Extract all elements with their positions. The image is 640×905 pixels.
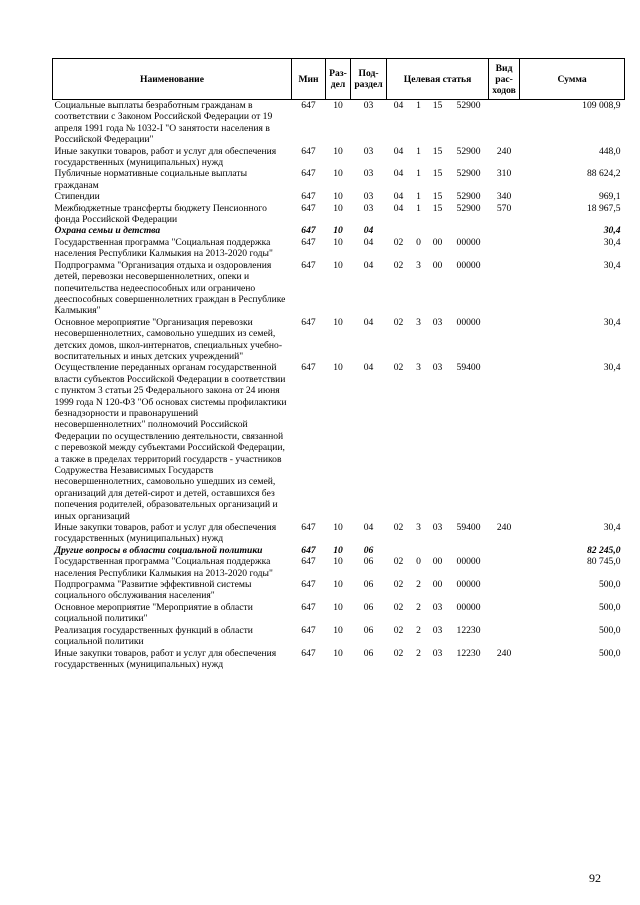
cell-target-direction: 00000 (456, 316, 481, 328)
table-row (53, 260, 625, 317)
cell-sum: 500,0 (598, 601, 621, 613)
header-name: Наименование (53, 59, 292, 100)
cell-min: 647 (301, 191, 316, 203)
cell-name: Социальные выплаты безработным гражданам в соответствии с Законом Российской Федерации от 19 апреля 1991 года № 1032-I "О занятости населения в Российской Федерации" (54, 100, 273, 146)
cell-razdel: 10 (333, 191, 343, 203)
cell-vid: 310 (496, 168, 512, 180)
cell-min: 647 (301, 145, 316, 157)
cell-target-event: 15 (432, 145, 443, 157)
table-row (53, 625, 625, 648)
table-row (53, 237, 625, 260)
cell-target-event: 15 (432, 202, 443, 214)
budget-table (52, 58, 625, 670)
cell-target-subprogram: 1 (416, 202, 421, 214)
cell-name: Основное мероприятие "Организация перевозки несовершеннолетних, самовольно ушедших из семей, детских домов, школ-интернатов, специальных учебно-воспитательных и иных детских учреждений" (54, 316, 283, 362)
table-row (53, 556, 625, 579)
cell-razdel: 10 (333, 624, 343, 636)
header-sum: Сумма (520, 59, 625, 100)
cell-target-direction: 59400 (456, 522, 481, 534)
cell-podrazdel: 03 (363, 145, 374, 157)
cell-target-direction: 52900 (456, 145, 481, 157)
cell-sum: 30,4 (603, 225, 621, 237)
header-target: Целевая статья (387, 59, 489, 100)
cell-target-direction: 52900 (456, 168, 481, 180)
cell-target-program: 02 (393, 647, 404, 659)
cell-target-program (387, 545, 411, 556)
cell-target-event: 03 (432, 316, 443, 328)
cell-razdel: 10 (333, 647, 343, 659)
cell-target-event: 15 (432, 100, 443, 111)
cell-target-subprogram: 2 (416, 647, 421, 659)
cell-target-program: 02 (393, 601, 404, 613)
cell-target-program: 02 (393, 556, 404, 568)
cell-target-subprogram: 2 (416, 579, 421, 591)
cell-target-subprogram: 1 (416, 191, 421, 203)
cell-target-program (387, 225, 411, 236)
cell-target-event: 00 (432, 556, 443, 568)
cell-target-program: 04 (393, 145, 404, 157)
cell-min: 647 (301, 579, 316, 591)
cell-vid (489, 545, 520, 556)
cell-podrazdel: 06 (363, 624, 374, 636)
cell-sum: 30,4 (603, 522, 621, 534)
cell-podrazdel: 03 (363, 100, 374, 111)
cell-razdel: 10 (333, 202, 343, 214)
cell-name: Государственная программа "Социальная поддержка населения Республики Калмыкия на 2013-2020 годы" (54, 556, 273, 579)
table-row (53, 146, 625, 169)
cell-target-subprogram: 0 (416, 236, 421, 248)
cell-target-subprogram (411, 545, 427, 556)
cell-podrazdel: 03 (363, 168, 374, 180)
cell-vid (489, 579, 520, 602)
cell-name: Иные закупки товаров, работ и услуг для обеспечения государственных (муниципальных) нужд (54, 145, 277, 169)
cell-target-subprogram: 1 (416, 145, 421, 157)
cell-target-subprogram: 3 (416, 316, 421, 328)
cell-razdel: 10 (333, 259, 343, 271)
cell-target-program: 02 (393, 522, 404, 534)
cell-min: 647 (301, 316, 316, 328)
cell-target-event: 03 (432, 647, 443, 659)
cell-sum: 30,4 (603, 236, 621, 248)
cell-sum: 18 967,5 (586, 202, 621, 214)
cell-razdel: 10 (333, 601, 343, 613)
cell-razdel: 10 (333, 316, 343, 328)
table-row (53, 362, 625, 522)
cell-min: 647 (301, 168, 316, 180)
cell-podrazdel: 06 (363, 647, 374, 659)
table-header (53, 59, 625, 100)
table-row (53, 602, 625, 625)
cell-target-program: 02 (393, 316, 404, 328)
cell-name: Реализация государственных функций в области социальной политики (54, 624, 253, 648)
cell-target-direction: 00000 (456, 556, 481, 568)
cell-vid (489, 317, 520, 363)
cell-vid: 570 (496, 202, 512, 214)
table-row (53, 579, 625, 602)
header-podrazdel: Под-раздел (351, 59, 387, 100)
cell-min: 647 (301, 624, 316, 636)
cell-target-program: 02 (393, 624, 404, 636)
cell-sum: 500,0 (598, 624, 621, 636)
cell-min: 647 (301, 202, 316, 214)
table-row (53, 317, 625, 363)
cell-sum: 500,0 (598, 647, 621, 659)
cell-target-event: 00 (432, 259, 443, 271)
table-row (53, 545, 625, 556)
cell-sum: 80 745,0 (586, 556, 621, 568)
table-row (53, 203, 625, 226)
cell-target-program: 02 (393, 236, 404, 248)
cell-target-direction: 52900 (456, 191, 481, 203)
cell-target-program: 02 (393, 259, 404, 271)
cell-razdel: 10 (333, 579, 343, 591)
cell-target-program: 02 (393, 579, 404, 591)
cell-target-subprogram: 1 (416, 100, 421, 111)
cell-target-event: 03 (432, 624, 443, 636)
cell-min: 647 (301, 556, 316, 568)
table-row (53, 100, 625, 146)
cell-target-subprogram: 0 (416, 556, 421, 568)
cell-target-event: 00 (432, 579, 443, 591)
cell-name: Иные закупки товаров, работ и услуг для обеспечения государственных (муниципальных) нужд (54, 522, 277, 545)
cell-vid (489, 100, 520, 146)
cell-sum: 88 624,2 (586, 168, 621, 180)
cell-vid: 240 (496, 145, 512, 157)
table-row (53, 522, 625, 545)
cell-target-direction: 12230 (456, 647, 481, 659)
cell-min: 647 (301, 236, 316, 248)
cell-target-event (427, 225, 449, 236)
cell-vid: 240 (496, 522, 512, 534)
cell-razdel: 10 (333, 145, 343, 157)
cell-vid: 340 (496, 191, 512, 203)
cell-min: 647 (301, 225, 316, 237)
cell-target-subprogram: 3 (416, 522, 421, 534)
cell-vid (489, 260, 520, 317)
cell-target-event: 15 (432, 191, 443, 203)
cell-podrazdel: 04 (363, 236, 374, 248)
cell-sum: 500,0 (598, 579, 621, 591)
cell-podrazdel: 04 (363, 522, 374, 534)
cell-min: 647 (301, 522, 316, 534)
cell-sum: 30,4 (603, 316, 621, 328)
cell-name: Стипендии (54, 191, 100, 203)
cell-name: Иные закупки товаров, работ и услуг для обеспечения государственных (муниципальных) нужд (54, 647, 277, 670)
cell-sum: 30,4 (603, 362, 621, 374)
cell-target-event: 03 (432, 522, 443, 534)
page-number: 92 (589, 871, 601, 885)
cell-name: Охрана семьи и детства (54, 225, 161, 237)
table-row (53, 191, 625, 202)
cell-razdel: 10 (333, 556, 343, 568)
cell-razdel: 10 (333, 225, 343, 237)
cell-target-subprogram: 1 (416, 168, 421, 180)
cell-podrazdel: 06 (363, 601, 374, 613)
cell-min: 647 (301, 601, 316, 613)
cell-target-direction (449, 225, 489, 236)
cell-target-direction: 00000 (456, 259, 481, 271)
cell-target-event: 00 (432, 236, 443, 248)
cell-target-direction: 59400 (456, 362, 481, 374)
cell-target-direction (449, 545, 489, 556)
header-min: Мин (292, 59, 326, 100)
header-vid: Вид рас-ходов (489, 59, 520, 100)
cell-name: Подпрограмма "Организация отдыха и оздоровления детей, перевозки несовершеннолетних, опеки и попечительства недееспособных или ограничено дееспособных совершеннолетних граждан в Республике Калмыкия" (54, 259, 286, 317)
cell-target-subprogram (411, 225, 427, 236)
cell-target-direction: 00000 (456, 236, 481, 248)
cell-sum: 30,4 (603, 259, 621, 271)
cell-vid (489, 225, 520, 236)
cell-razdel: 10 (333, 168, 343, 180)
cell-vid (489, 556, 520, 579)
cell-target-event: 15 (432, 168, 443, 180)
cell-razdel: 10 (333, 100, 343, 111)
cell-target-program: 02 (393, 362, 404, 374)
cell-target-direction: 00000 (456, 601, 481, 613)
cell-min: 647 (301, 362, 316, 374)
cell-name: Другие вопросы в области социальной политики (54, 544, 263, 556)
cell-vid (489, 602, 520, 625)
table-row (53, 168, 625, 191)
table-body (53, 100, 625, 671)
cell-target-subprogram: 2 (416, 601, 421, 613)
cell-podrazdel: 03 (363, 191, 374, 203)
cell-target-direction: 52900 (456, 202, 481, 214)
cell-vid (489, 625, 520, 648)
cell-sum: 109 008,9 (582, 100, 621, 111)
cell-podrazdel: 04 (363, 316, 374, 328)
cell-vid (489, 237, 520, 260)
cell-target-event (427, 545, 449, 556)
cell-target-program: 04 (393, 168, 404, 180)
cell-razdel: 10 (333, 362, 343, 374)
cell-min: 647 (301, 647, 316, 659)
cell-podrazdel: 04 (363, 259, 374, 271)
cell-target-subprogram: 3 (416, 362, 421, 374)
cell-podrazdel: 06 (363, 544, 374, 556)
cell-target-subprogram: 2 (416, 624, 421, 636)
budget-page (52, 58, 624, 670)
cell-sum: 969,1 (598, 191, 621, 203)
cell-vid: 240 (496, 647, 512, 659)
cell-target-subprogram: 3 (416, 259, 421, 271)
cell-name: Осуществление переданных органам государственной власти субъектов Российской Федерации в соответствии с пунктом 3 статьи 25 Федерального закона от 24 июня 1999 года N 120-ФЗ "Об основах системы профилактики безнадзорности и правонарушений несовершеннолетних" полномочий Российской Федерации по осуществлению деятельности, связанной с перевозкой между субъектами Российской Федерации, а также в пределах территорий государств - участников Содружества Независимых Государств несовершеннолетних, самовольно ушедших из семей, организаций для детей-сирот и детей, оставшихся без попечения родителей, образовательных организаций и иных организаций (54, 362, 287, 522)
cell-vid (489, 362, 520, 522)
table-row (53, 225, 625, 236)
cell-target-program: 04 (393, 191, 404, 203)
cell-podrazdel: 04 (363, 225, 374, 237)
cell-name: Государственная программа "Социальная поддержка населения Республики Калмыкия на 2013-2020 годы" (54, 236, 273, 260)
cell-target-program: 04 (393, 202, 404, 214)
cell-target-direction: 00000 (456, 579, 481, 591)
cell-podrazdel: 03 (363, 202, 374, 214)
cell-name: Публичные нормативные социальные выплаты гражданам (54, 168, 248, 191)
table-row (53, 648, 625, 671)
cell-razdel: 10 (333, 522, 343, 534)
cell-target-program: 04 (393, 100, 404, 111)
cell-name: Основное мероприятие "Мероприятие в области социальной политики" (54, 601, 253, 625)
cell-razdel: 10 (333, 236, 343, 248)
cell-name: Межбюджетные трансферты бюджету Пенсионного фонда Российской Федерации (54, 202, 267, 226)
cell-min: 647 (301, 259, 316, 271)
cell-podrazdel: 06 (363, 556, 374, 568)
cell-target-event: 03 (432, 601, 443, 613)
header-razdel: Раз-дел (326, 59, 351, 100)
cell-name: Подпрограмма "Развитие эффективной системы социального обслуживания населения" (54, 579, 252, 602)
cell-min: 647 (301, 544, 316, 556)
cell-target-direction: 52900 (456, 100, 481, 111)
cell-podrazdel: 06 (363, 579, 374, 591)
cell-min: 647 (301, 100, 316, 111)
cell-podrazdel: 04 (363, 362, 374, 374)
cell-razdel: 10 (333, 544, 343, 556)
cell-sum: 82 245,0 (586, 544, 621, 556)
cell-target-direction: 12230 (456, 624, 481, 636)
cell-target-event: 03 (432, 362, 443, 374)
cell-sum: 448,0 (598, 145, 621, 157)
